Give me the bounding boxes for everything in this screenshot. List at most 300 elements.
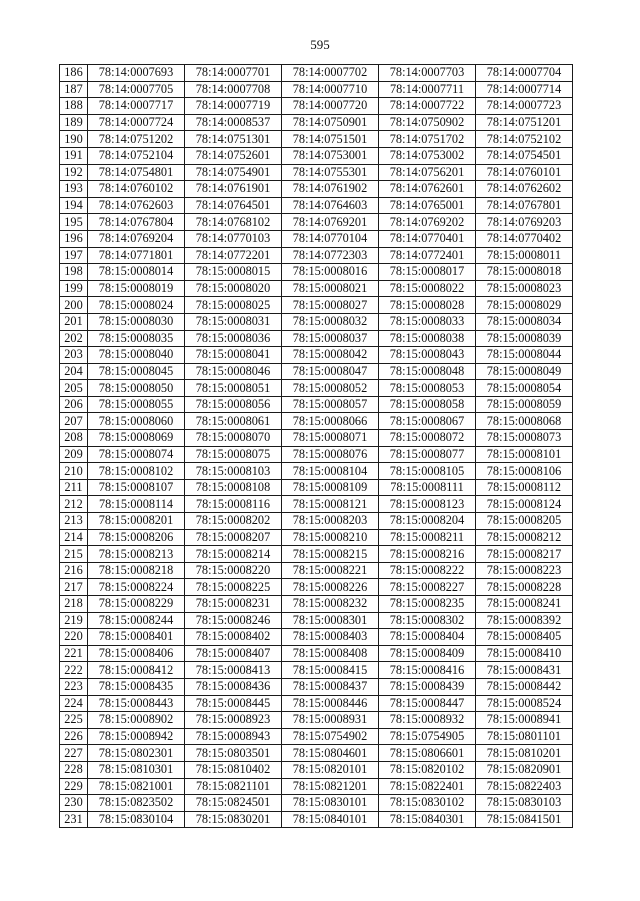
row-number-cell: 224: [60, 695, 88, 712]
cadastral-number-cell: 78:15:0008073: [476, 430, 573, 447]
cadastral-number-cell: 78:15:0008408: [282, 645, 379, 662]
cadastral-number-cell: 78:15:0008059: [476, 396, 573, 413]
cadastral-number-cell: 78:15:0008218: [88, 562, 185, 579]
cadastral-number-cell: 78:15:0008022: [379, 280, 476, 297]
table-row: [60, 131, 573, 148]
cadastral-number-cell: 78:15:0008036: [185, 330, 282, 347]
row-number-cell: 207: [60, 413, 88, 430]
cadastral-number-cell: 78:14:0762603: [88, 197, 185, 214]
cadastral-number-cell: 78:15:0008202: [185, 513, 282, 530]
row-number-cell: 199: [60, 280, 88, 297]
cadastral-number-cell: 78:15:0008931: [282, 712, 379, 729]
cadastral-number-cell: 78:15:0008114: [88, 496, 185, 513]
cadastral-number-cell: 78:15:0008222: [379, 562, 476, 579]
cadastral-number-cell: 78:14:0769201: [282, 214, 379, 231]
cadastral-number-cell: 78:15:0008431: [476, 662, 573, 679]
cadastral-number-cell: 78:15:0810301: [88, 761, 185, 778]
table-row: [60, 230, 573, 247]
cadastral-number-cell: 78:14:0762602: [476, 181, 573, 198]
cadastral-number-cell: 78:15:0008210: [282, 529, 379, 546]
cadastral-number-cell: 78:15:0008410: [476, 645, 573, 662]
row-number-cell: 218: [60, 596, 88, 613]
cadastral-number-cell: 78:14:0007693: [88, 65, 185, 82]
table-row: [60, 562, 573, 579]
cadastral-number-cell: 78:15:0008072: [379, 430, 476, 447]
cadastral-number-cell: 78:14:0751702: [379, 131, 476, 148]
row-number-cell: 228: [60, 761, 88, 778]
cadastral-number-cell: 78:15:0008409: [379, 645, 476, 662]
table-row: [60, 695, 573, 712]
cadastral-number-cell: 78:15:0008011: [476, 247, 573, 264]
cadastral-number-cell: 78:15:0008027: [282, 297, 379, 314]
cadastral-number-cell: 78:15:0008043: [379, 347, 476, 364]
cadastral-number-cell: 78:15:0830101: [282, 795, 379, 812]
row-number-cell: 191: [60, 147, 88, 164]
table-row: [60, 181, 573, 198]
cadastral-number-cell: 78:15:0008412: [88, 662, 185, 679]
cadastral-number-cell: 78:15:0008046: [185, 363, 282, 380]
cadastral-number-cell: 78:14:0769204: [88, 230, 185, 247]
cadastral-number-cell: 78:14:0007711: [379, 81, 476, 98]
row-number-cell: 204: [60, 363, 88, 380]
row-number-cell: 188: [60, 98, 88, 115]
cadastral-number-cell: 78:15:0008025: [185, 297, 282, 314]
cadastral-number-cell: 78:15:0008024: [88, 297, 185, 314]
cadastral-number-cell: 78:15:0008105: [379, 463, 476, 480]
cadastral-number-cell: 78:15:0008045: [88, 363, 185, 380]
cadastral-number-cell: 78:15:0008038: [379, 330, 476, 347]
cadastral-number-cell: 78:15:0008213: [88, 546, 185, 563]
cadastral-number-cell: 78:15:0008032: [282, 313, 379, 330]
cadastral-number-cell: 78:15:0840301: [379, 811, 476, 828]
cadastral-number-cell: 78:15:0821101: [185, 778, 282, 795]
cadastral-number-cell: 78:15:0008442: [476, 678, 573, 695]
row-number-cell: 203: [60, 347, 88, 364]
row-number-cell: 201: [60, 313, 88, 330]
cadastral-number-cell: 78:14:0767804: [88, 214, 185, 231]
table-row: [60, 65, 573, 82]
table-row: [60, 247, 573, 264]
cadastral-number-cell: 78:15:0008416: [379, 662, 476, 679]
cadastral-number-cell: 78:15:0008066: [282, 413, 379, 430]
table-row: [60, 114, 573, 131]
cadastral-number-cell: 78:14:0750902: [379, 114, 476, 131]
cadastral-number-cell: 78:15:0008060: [88, 413, 185, 430]
cadastral-number-cell: 78:14:0007723: [476, 98, 573, 115]
cadastral-number-cell: 78:14:0770104: [282, 230, 379, 247]
row-number-cell: 196: [60, 230, 88, 247]
cadastral-number-cell: 78:15:0008123: [379, 496, 476, 513]
cadastral-number-cell: 78:15:0008044: [476, 347, 573, 364]
cadastral-number-cell: 78:15:0008058: [379, 396, 476, 413]
cadastral-number-cell: 78:15:0754905: [379, 728, 476, 745]
row-number-cell: 215: [60, 546, 88, 563]
cadastral-number-cell: 78:15:0806601: [379, 745, 476, 762]
cadastral-number-cell: 78:15:0008101: [476, 446, 573, 463]
cadastral-number-cell: 78:14:0772201: [185, 247, 282, 264]
cadastral-number-cell: 78:14:0772303: [282, 247, 379, 264]
cadastral-number-cell: 78:14:0771801: [88, 247, 185, 264]
cadastral-number-cell: 78:14:0764603: [282, 197, 379, 214]
table-row: [60, 529, 573, 546]
cadastral-number-cell: 78:15:0008932: [379, 712, 476, 729]
cadastral-number-cell: 78:15:0008054: [476, 380, 573, 397]
table-row: [60, 579, 573, 596]
cadastral-number-cell: 78:14:0007710: [282, 81, 379, 98]
cadastral-number-cell: 78:15:0822403: [476, 778, 573, 795]
cadastral-number-cell: 78:15:0008401: [88, 629, 185, 646]
cadastral-number-cell: 78:15:0822401: [379, 778, 476, 795]
cadastral-number-cell: 78:14:0764501: [185, 197, 282, 214]
cadastral-number-cell: 78:15:0008227: [379, 579, 476, 596]
cadastral-number-cell: 78:14:0770402: [476, 230, 573, 247]
cadastral-number-cell: 78:15:0008029: [476, 297, 573, 314]
row-number-cell: 216: [60, 562, 88, 579]
table-row: [60, 396, 573, 413]
cadastral-number-cell: 78:15:0840101: [282, 811, 379, 828]
row-number-cell: 189: [60, 114, 88, 131]
row-number-cell: 229: [60, 778, 88, 795]
cadastral-number-cell: 78:15:0008075: [185, 446, 282, 463]
cadastral-number-cell: 78:14:0751301: [185, 131, 282, 148]
row-number-cell: 197: [60, 247, 88, 264]
table-row: [60, 214, 573, 231]
table-row: [60, 612, 573, 629]
cadastral-number-cell: 78:15:0008211: [379, 529, 476, 546]
table-row: [60, 513, 573, 530]
cadastral-number-cell: 78:15:0008942: [88, 728, 185, 745]
cadastral-number-cell: 78:15:0008204: [379, 513, 476, 530]
cadastral-number-cell: 78:15:0008061: [185, 413, 282, 430]
cadastral-number-cell: 78:15:0008050: [88, 380, 185, 397]
cadastral-number-cell: 78:14:0760102: [88, 181, 185, 198]
cadastral-number-cell: 78:15:0008074: [88, 446, 185, 463]
cadastral-number-cell: 78:15:0008042: [282, 347, 379, 364]
row-number-cell: 225: [60, 712, 88, 729]
cadastral-number-cell: 78:14:0770401: [379, 230, 476, 247]
row-number-cell: 190: [60, 131, 88, 148]
cadastral-number-cell: 78:15:0008014: [88, 264, 185, 281]
table-row: [60, 795, 573, 812]
cadastral-number-cell: 78:15:0008103: [185, 463, 282, 480]
cadastral-number-cell: 78:15:0008102: [88, 463, 185, 480]
cadastral-number-cell: 78:14:0008537: [185, 114, 282, 131]
cadastral-number-cell: 78:15:0008112: [476, 479, 573, 496]
row-number-cell: 205: [60, 380, 88, 397]
cadastral-number-cell: 78:15:0823502: [88, 795, 185, 812]
cadastral-number-cell: 78:15:0008109: [282, 479, 379, 496]
table-row: [60, 280, 573, 297]
cadastral-number-cell: 78:15:0008124: [476, 496, 573, 513]
cadastral-number-cell: 78:14:0007708: [185, 81, 282, 98]
cadastral-number-cell: 78:15:0008413: [185, 662, 282, 679]
cadastral-number-cell: 78:15:0008443: [88, 695, 185, 712]
cadastral-number-cell: 78:15:0008923: [185, 712, 282, 729]
cadastral-number-cell: 78:14:0007714: [476, 81, 573, 98]
cadastral-number-cell: 78:15:0008016: [282, 264, 379, 281]
cadastral-number-cell: 78:15:0008048: [379, 363, 476, 380]
cadastral-number-cell: 78:15:0008015: [185, 264, 282, 281]
cadastral-number-cell: 78:15:0008071: [282, 430, 379, 447]
cadastral-number-cell: 78:15:0008070: [185, 430, 282, 447]
table-row: [60, 347, 573, 364]
cadastral-number-cell: 78:15:0008241: [476, 596, 573, 613]
table-row: [60, 164, 573, 181]
cadastral-number-cell: 78:15:0008229: [88, 596, 185, 613]
cadastral-number-cell: 78:15:0008056: [185, 396, 282, 413]
cadastral-number-cell: 78:15:0008436: [185, 678, 282, 695]
cadastral-number-cell: 78:15:0008053: [379, 380, 476, 397]
cadastral-number-cell: 78:15:0008232: [282, 596, 379, 613]
cadastral-number-cell: 78:15:0830201: [185, 811, 282, 828]
cadastral-number-cell: 78:15:0008404: [379, 629, 476, 646]
row-number-cell: 223: [60, 678, 88, 695]
table-row: [60, 645, 573, 662]
cadastral-number-cell: 78:15:0008069: [88, 430, 185, 447]
table-row: [60, 745, 573, 762]
cadastral-number-cell: 78:15:0008203: [282, 513, 379, 530]
cadastral-number-cell: 78:15:0803501: [185, 745, 282, 762]
cadastral-number-cell: 78:15:0821001: [88, 778, 185, 795]
cadastral-number-cell: 78:15:0008057: [282, 396, 379, 413]
cadastral-number-cell: 78:15:0008041: [185, 347, 282, 364]
table-body: [60, 65, 573, 828]
cadastral-number-cell: 78:15:0008217: [476, 546, 573, 563]
cadastral-number-cell: 78:15:0008019: [88, 280, 185, 297]
cadastral-number-cell: 78:15:0802301: [88, 745, 185, 762]
cadastral-number-cell: 78:15:0008035: [88, 330, 185, 347]
table-row: [60, 430, 573, 447]
cadastral-number-cell: 78:15:0821201: [282, 778, 379, 795]
row-number-cell: 194: [60, 197, 88, 214]
row-number-cell: 230: [60, 795, 88, 812]
cadastral-number-cell: 78:15:0801101: [476, 728, 573, 745]
cadastral-number-cell: 78:14:0753002: [379, 147, 476, 164]
table-row: [60, 380, 573, 397]
cadastral-number-cell: 78:15:0008051: [185, 380, 282, 397]
table-row: [60, 712, 573, 729]
cadastral-number-cell: 78:14:0767801: [476, 197, 573, 214]
cadastral-number-cell: 78:14:0762601: [379, 181, 476, 198]
cadastral-number-cell: 78:15:0008228: [476, 579, 573, 596]
table-row: [60, 761, 573, 778]
cadastral-number-cell: 78:14:0772401: [379, 247, 476, 264]
cadastral-number-cell: 78:14:0753001: [282, 147, 379, 164]
cadastral-number-cell: 78:14:0761902: [282, 181, 379, 198]
table-row: [60, 728, 573, 745]
table-row: [60, 81, 573, 98]
cadastral-number-cell: 78:15:0810201: [476, 745, 573, 762]
cadastral-number-cell: 78:15:0008445: [185, 695, 282, 712]
cadastral-number-cell: 78:14:0007704: [476, 65, 573, 82]
cadastral-number-cell: 78:14:0761901: [185, 181, 282, 198]
table-row: [60, 330, 573, 347]
cadastral-number-cell: 78:15:0008439: [379, 678, 476, 695]
cadastral-number-cell: 78:15:0008106: [476, 463, 573, 480]
cadastral-number-cell: 78:15:0008406: [88, 645, 185, 662]
cadastral-number-cell: 78:15:0008524: [476, 695, 573, 712]
table-row: [60, 778, 573, 795]
table-row: [60, 264, 573, 281]
row-number-cell: 211: [60, 479, 88, 496]
table-row: [60, 678, 573, 695]
page-number: 595: [310, 37, 330, 52]
cadastral-number-cell: 78:15:0820102: [379, 761, 476, 778]
cadastral-number-cell: 78:14:0007719: [185, 98, 282, 115]
cadastral-number-cell: 78:15:0008224: [88, 579, 185, 596]
cadastral-number-cell: 78:15:0008435: [88, 678, 185, 695]
cadastral-number-cell: 78:15:0830102: [379, 795, 476, 812]
row-number-cell: 221: [60, 645, 88, 662]
cadastral-number-cell: 78:15:0008121: [282, 496, 379, 513]
cadastral-number-cell: 78:14:0756201: [379, 164, 476, 181]
table-row: [60, 147, 573, 164]
table-row: [60, 363, 573, 380]
cadastral-number-cell: 78:15:0008040: [88, 347, 185, 364]
cadastral-number-cell: 78:15:0008235: [379, 596, 476, 613]
cadastral-number-cell: 78:15:0008943: [185, 728, 282, 745]
cadastral-number-cell: 78:15:0008030: [88, 313, 185, 330]
cadastral-number-cell: 78:15:0841501: [476, 811, 573, 828]
cadastral-number-cell: 78:15:0008201: [88, 513, 185, 530]
row-number-cell: 217: [60, 579, 88, 596]
row-number-cell: 193: [60, 181, 88, 198]
table-row: [60, 811, 573, 828]
table-row: [60, 98, 573, 115]
cadastral-number-cell: 78:14:0754501: [476, 147, 573, 164]
cadastral-number-cell: 78:14:0769203: [476, 214, 573, 231]
row-number-cell: 192: [60, 164, 88, 181]
table-row: [60, 479, 573, 496]
cadastral-number-cell: 78:15:0008447: [379, 695, 476, 712]
row-number-cell: 222: [60, 662, 88, 679]
cadastral-number-cell: 78:15:0008407: [185, 645, 282, 662]
cadastral-number-cell: 78:15:0008116: [185, 496, 282, 513]
cadastral-number-cell: 78:14:0768102: [185, 214, 282, 231]
cadastral-number-cell: 78:15:0008068: [476, 413, 573, 430]
cadastral-number-cell: 78:15:0008108: [185, 479, 282, 496]
cadastral-number-cell: 78:15:0008107: [88, 479, 185, 496]
cadastral-number-cell: 78:14:0752104: [88, 147, 185, 164]
cadastral-number-cell: 78:15:0008033: [379, 313, 476, 330]
table-row: [60, 496, 573, 513]
cadastral-number-cell: 78:14:0007702: [282, 65, 379, 82]
cadastral-number-cell: 78:14:0007703: [379, 65, 476, 82]
cadastral-number-cell: 78:15:0824501: [185, 795, 282, 812]
cadastral-number-cell: 78:15:0008037: [282, 330, 379, 347]
cadastral-number-cell: 78:14:0752102: [476, 131, 573, 148]
cadastral-number-cell: 78:15:0008221: [282, 562, 379, 579]
cadastral-number-cell: 78:15:0008212: [476, 529, 573, 546]
row-number-cell: 198: [60, 264, 88, 281]
cadastral-number-cell: 78:15:0008215: [282, 546, 379, 563]
cadastral-number-cell: 78:15:0008446: [282, 695, 379, 712]
cadastral-number-cell: 78:15:0008052: [282, 380, 379, 397]
cadastral-number-cell: 78:15:0008111: [379, 479, 476, 496]
table-row: [60, 596, 573, 613]
cadastral-number-cell: 78:15:0008018: [476, 264, 573, 281]
cadastral-number-cell: 78:15:0008021: [282, 280, 379, 297]
table-row: [60, 313, 573, 330]
cadastral-number-cell: 78:15:0008020: [185, 280, 282, 297]
cadastral-number-cell: 78:15:0008223: [476, 562, 573, 579]
cadastral-number-cell: 78:14:0754901: [185, 164, 282, 181]
row-number-cell: 186: [60, 65, 88, 82]
table-row: [60, 662, 573, 679]
cadastral-number-cell: 78:15:0008049: [476, 363, 573, 380]
cadastral-number-cell: 78:15:0008301: [282, 612, 379, 629]
table-row: [60, 446, 573, 463]
cadastral-number-cell: 78:15:0008246: [185, 612, 282, 629]
cadastral-number-cell: 78:15:0008216: [379, 546, 476, 563]
row-number-cell: 226: [60, 728, 88, 745]
row-number-cell: 212: [60, 496, 88, 513]
cadastral-number-cell: 78:15:0008225: [185, 579, 282, 596]
cadastral-number-cell: 78:14:0754801: [88, 164, 185, 181]
row-number-cell: 187: [60, 81, 88, 98]
cadastral-number-cell: 78:14:0007705: [88, 81, 185, 98]
table-row: [60, 197, 573, 214]
cadastral-number-cell: 78:14:0007717: [88, 98, 185, 115]
cadastral-number-cell: 78:15:0804601: [282, 745, 379, 762]
cadastral-number-cell: 78:15:0820901: [476, 761, 573, 778]
cadastral-number-cell: 78:14:0755301: [282, 164, 379, 181]
cadastral-number-cell: 78:14:0752601: [185, 147, 282, 164]
cadastral-number-cell: 78:15:0008941: [476, 712, 573, 729]
cadastral-number-cell: 78:14:0751201: [476, 114, 573, 131]
row-number-cell: 200: [60, 297, 88, 314]
cadastral-number-cell: 78:15:0008403: [282, 629, 379, 646]
cadastral-number-cell: 78:15:0008039: [476, 330, 573, 347]
cadastral-number-cell: 78:15:0008055: [88, 396, 185, 413]
cadastral-number-cell: 78:15:0008034: [476, 313, 573, 330]
cadastral-number-cell: 78:14:0770103: [185, 230, 282, 247]
cadastral-number-cell: 78:15:0008402: [185, 629, 282, 646]
row-number-cell: 214: [60, 529, 88, 546]
cadastral-number-cell: 78:15:0008067: [379, 413, 476, 430]
table-row: [60, 546, 573, 563]
cadastral-number-cell: 78:14:0007724: [88, 114, 185, 131]
row-number-cell: 220: [60, 629, 88, 646]
table-row: [60, 629, 573, 646]
cadastral-number-cell: 78:14:0007720: [282, 98, 379, 115]
cadastral-number-cell: 78:14:0765001: [379, 197, 476, 214]
row-number-cell: 202: [60, 330, 88, 347]
cadastral-number-cell: 78:15:0754902: [282, 728, 379, 745]
row-number-cell: 213: [60, 513, 88, 530]
cadastral-number-cell: 78:15:0008205: [476, 513, 573, 530]
cadastral-number-cell: 78:15:0008437: [282, 678, 379, 695]
cadastral-number-cell: 78:15:0008017: [379, 264, 476, 281]
cadastral-number-cell: 78:15:0008220: [185, 562, 282, 579]
cadastral-number-cell: 78:15:0008302: [379, 612, 476, 629]
cadastral-number-cell: 78:15:0008226: [282, 579, 379, 596]
cadastral-number-cell: 78:15:0008104: [282, 463, 379, 480]
cadastral-number-cell: 78:15:0008244: [88, 612, 185, 629]
cadastral-number-cell: 78:15:0008214: [185, 546, 282, 563]
table-row: [60, 413, 573, 430]
row-number-cell: 206: [60, 396, 88, 413]
cadastral-number-cell: 78:15:0008077: [379, 446, 476, 463]
cadastral-number-cell: 78:14:0007701: [185, 65, 282, 82]
cadastral-number-cell: 78:15:0008076: [282, 446, 379, 463]
cadastral-number-cell: 78:15:0008207: [185, 529, 282, 546]
row-number-cell: 219: [60, 612, 88, 629]
cadastral-number-cell: 78:15:0820101: [282, 761, 379, 778]
row-number-cell: 227: [60, 745, 88, 762]
cadastral-number-cell: 78:15:0008028: [379, 297, 476, 314]
cadastral-number-cell: 78:15:0008405: [476, 629, 573, 646]
